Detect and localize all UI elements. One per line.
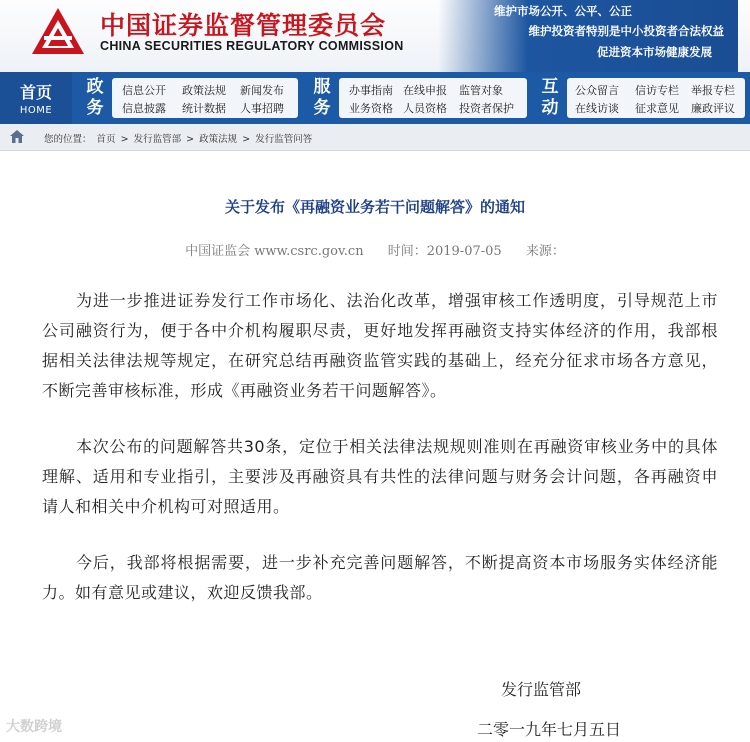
nav-item-news[interactable]: 新闻发布 [240, 84, 284, 97]
breadcrumb-trail [44, 131, 314, 145]
article-paragraph-2: 本次公布的问题解答共30条，定位于相关法律法规规则准则在再融资审核业务中的具体理解、适用和专业指引，主要涉及再融资具有共性的法律问题与财务会计问题，各再融资申请人和相关中介机构可对照适用。 [42, 437, 718, 516]
nav-section-label-interact: 互动 [541, 77, 559, 118]
home-icon[interactable] [10, 130, 24, 143]
nav-item-investor-protect[interactable]: 投资者保护 [459, 102, 514, 115]
breadcrumb [0, 124, 750, 151]
article-source: 中国证监会 www.csrc.gov.cn [185, 244, 364, 259]
nav-home-en: HOME [19, 105, 53, 116]
breadcrumb-separator: > [242, 134, 251, 145]
nav-home-cn: 首页 [19, 83, 52, 102]
nav-item-info-public[interactable]: 信息公开 [122, 84, 166, 97]
article-origin: 来源： [525, 244, 565, 259]
nav-item-business-qual[interactable]: 业务资格 [349, 102, 393, 115]
nav-box-service [339, 78, 527, 118]
site-header [0, 0, 750, 72]
signature-date: 二零一九年七月五日 [477, 720, 622, 739]
nav-section-label-service: 服务 [313, 77, 331, 118]
signature-department: 发行监管部 [501, 680, 582, 699]
nav-item-recruit[interactable]: 人事招聘 [240, 102, 284, 115]
nav-item-interview[interactable]: 在线访谈 [575, 102, 619, 115]
nav-item-consultation[interactable]: 征求意见 [635, 102, 679, 115]
nav-item-person-qual[interactable]: 人员资格 [403, 102, 447, 115]
watermark: 大数跨境 [6, 719, 62, 735]
breadcrumb-separator: > [120, 134, 129, 145]
nav-item-report[interactable]: 举报专栏 [691, 84, 735, 97]
slogan-panel [438, 0, 738, 72]
main-nav [0, 72, 750, 124]
nav-box-interact [567, 78, 745, 118]
breadcrumb-item-policy[interactable]: 政策法规 [199, 134, 238, 145]
site-title-cn: 中国证券监督管理委员会 [100, 11, 387, 40]
nav-item-public-message[interactable]: 公众留言 [575, 84, 619, 97]
article-paragraph-1: 为进一步推进证券发行工作市场化、法治化改革，增强审核工作透明度，引导规范上市公司融资行为，便于各中介机构履职尽责，更好地发挥再融资支持实体经济的作用，我部根据相关法律法规等规定，在研究总结再融资监管实践的基础上，经充分征求市场各方意见，不断完善审核标准，形成《再融资业务若干问题解答》。 [42, 291, 718, 400]
nav-item-online-declare[interactable]: 在线申报 [403, 84, 447, 97]
article-meta [0, 240, 750, 259]
nav-item-petition[interactable]: 信访专栏 [635, 84, 679, 97]
slogan-3: 促进资本市场健康发展 [597, 45, 712, 59]
nav-home[interactable] [0, 72, 72, 124]
article-paragraph-3: 今后，我部将根据需要，进一步补充完善问题解答，不断提高资本市场服务实体经济能力。如有意见或建议，欢迎反馈我部。 [42, 553, 718, 602]
nav-item-policy[interactable]: 政策法规 [182, 84, 226, 97]
nav-item-integrity[interactable]: 廉政评议 [691, 102, 735, 115]
breadcrumb-item-dept[interactable]: 发行监管部 [133, 134, 182, 145]
nav-item-statistics[interactable]: 统计数据 [182, 102, 226, 115]
nav-item-regulated[interactable]: 监管对象 [459, 84, 503, 97]
csrc-logo[interactable] [30, 6, 86, 58]
nav-item-disclosure[interactable]: 信息披露 [122, 102, 166, 115]
site-title-en: CHINA SECURITIES REGULATORY COMMISSION [100, 39, 404, 53]
slogan-2: 维护投资者特别是中小投资者合法权益 [528, 24, 724, 38]
breadcrumb-item-qa[interactable]: 发行监管问答 [255, 134, 313, 145]
nav-box-gov [112, 78, 298, 118]
article-title: 关于发布《再融资业务若干问题解答》的通知 [224, 198, 525, 216]
breadcrumb-prefix: 您的位置： [44, 134, 92, 145]
slogan-1: 维护市场公开、公平、公正 [494, 4, 632, 18]
article-time: 时间：2019-07-05 [387, 244, 502, 259]
breadcrumb-separator: > [186, 134, 195, 145]
breadcrumb-item-home[interactable]: 首页 [96, 134, 116, 145]
nav-item-guide[interactable]: 办事指南 [349, 84, 393, 97]
nav-section-label-gov: 政务 [86, 77, 104, 118]
